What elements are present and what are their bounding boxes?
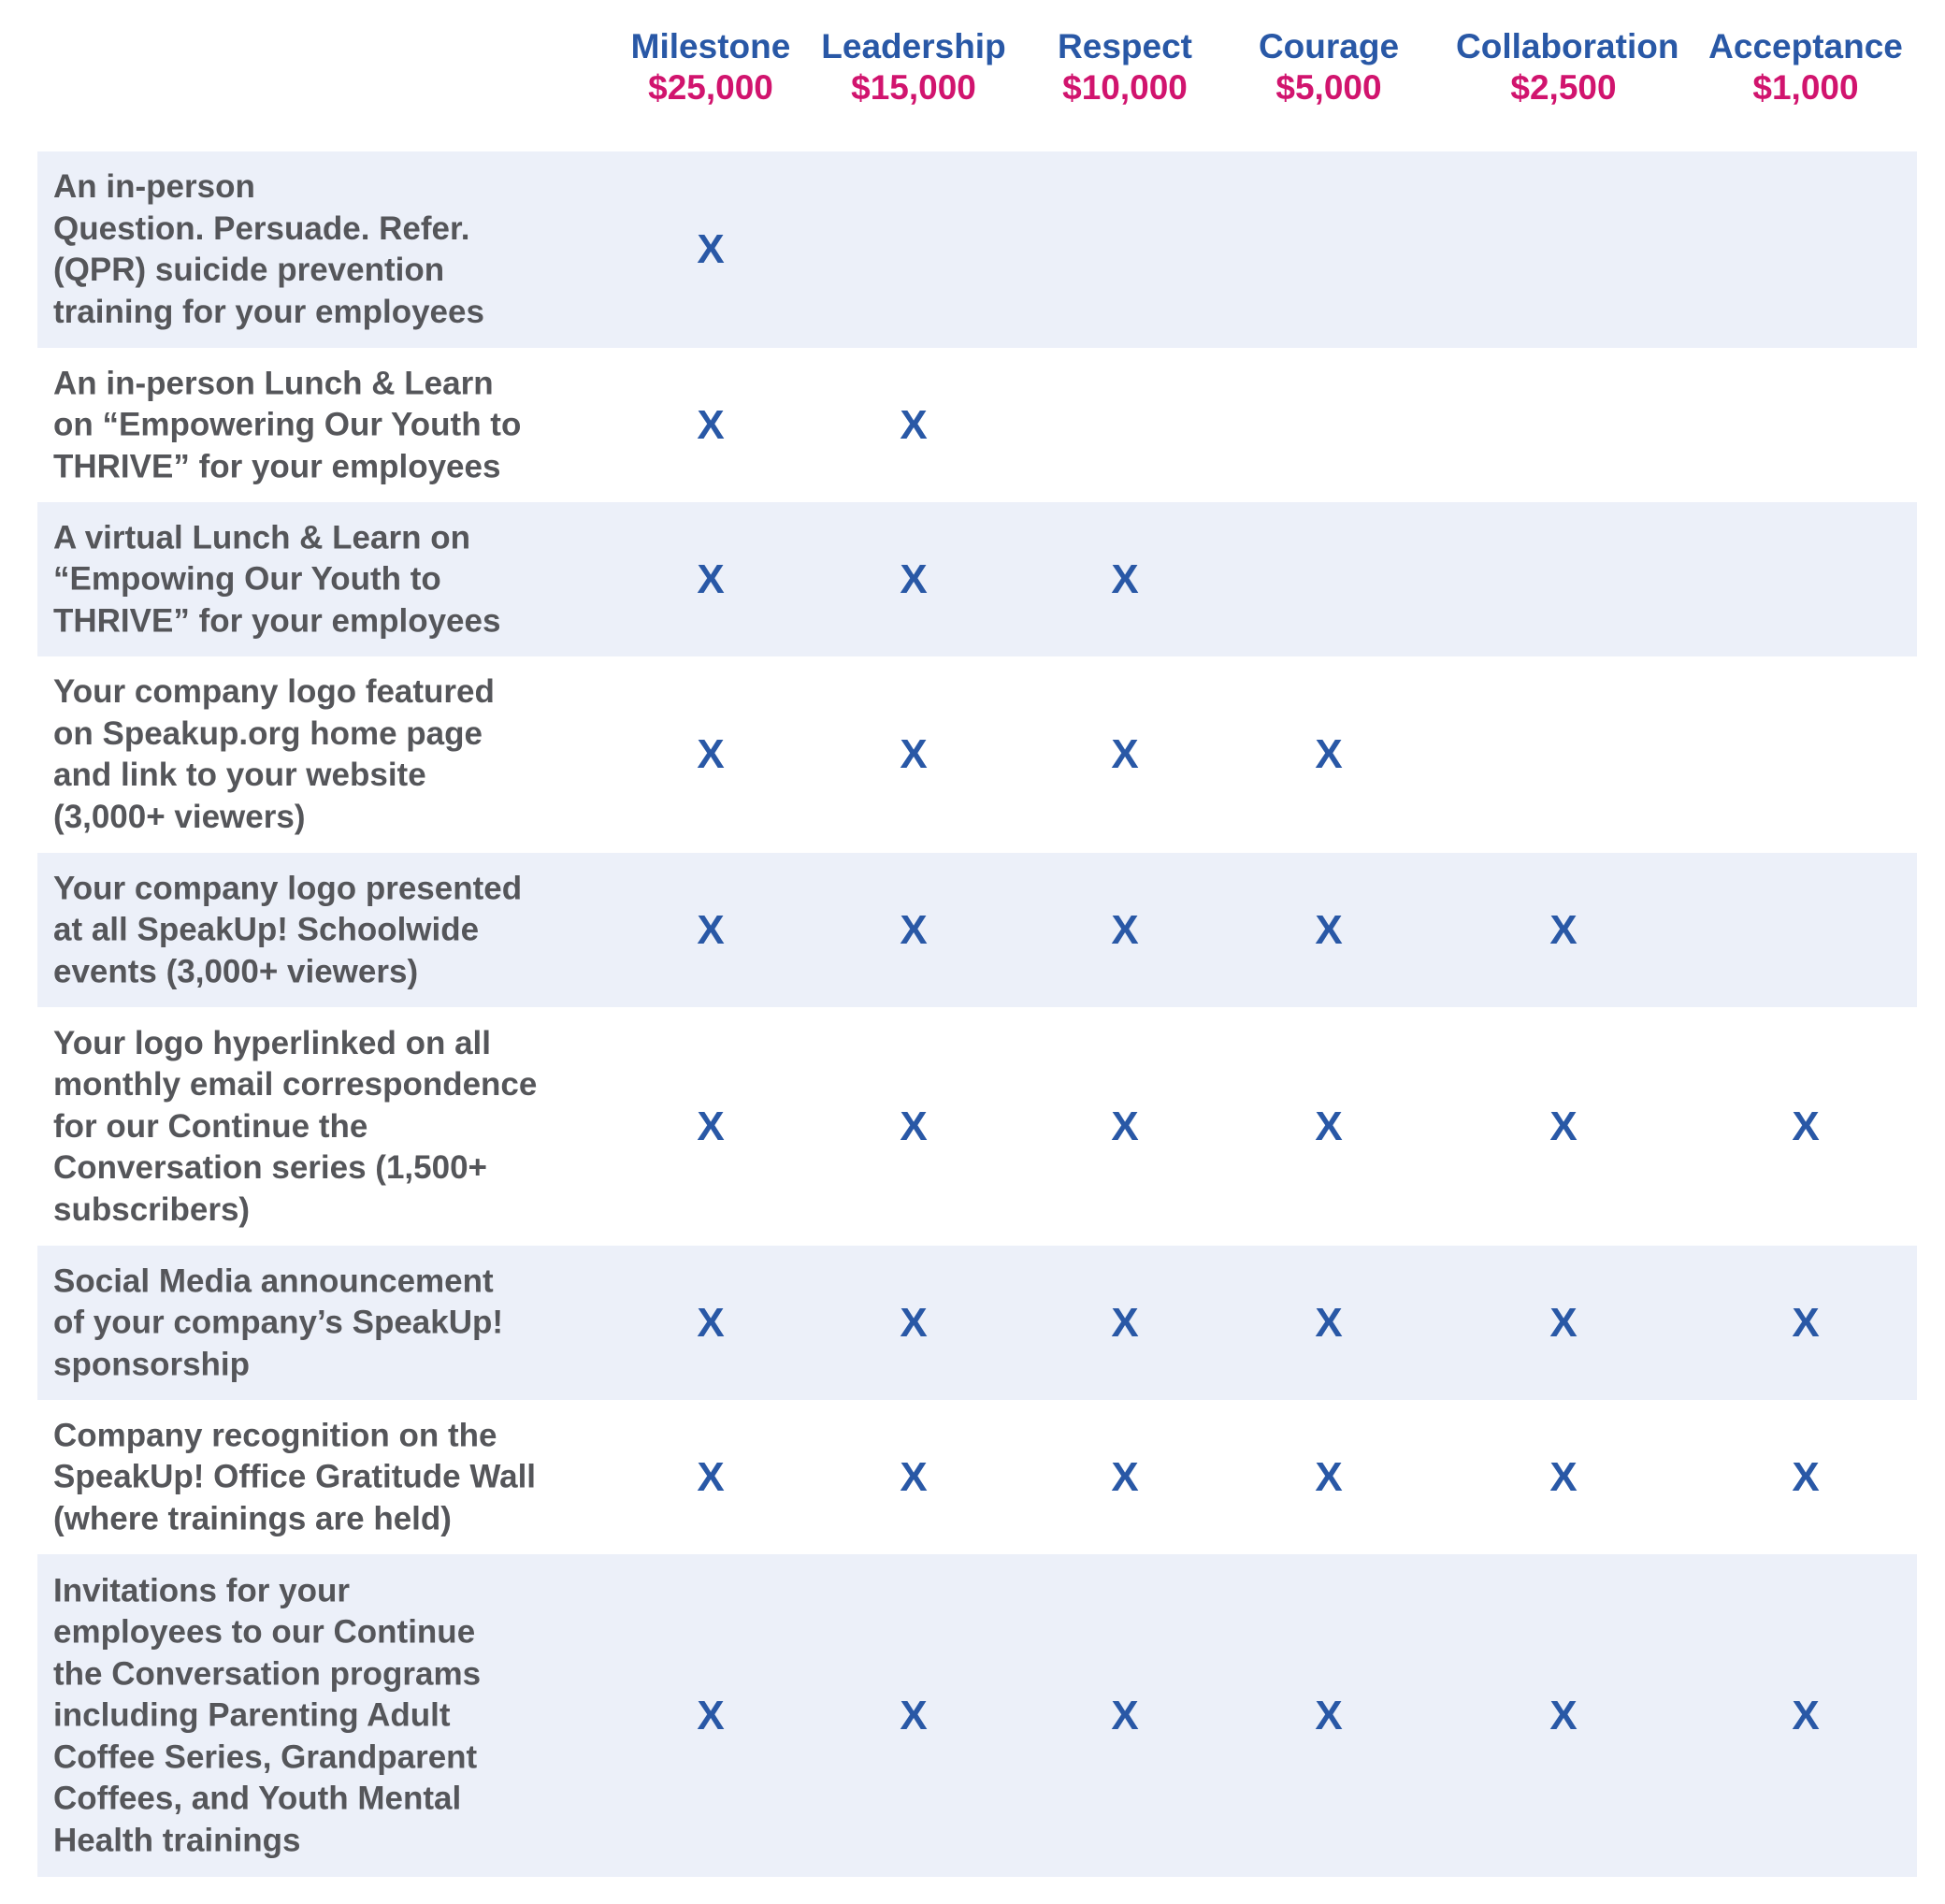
benefit-row [37, 1400, 1917, 1554]
benefit-description: Your company logo presented at all SpeakUp! Schoolwide events (3,000+ viewers) [53, 869, 523, 989]
tier-respect [1017, 26, 1232, 108]
included-mark: X [1111, 1103, 1139, 1149]
benefit-row [37, 656, 1917, 853]
benefit-row [37, 151, 1917, 348]
benefit-row [37, 1246, 1917, 1400]
benefit-description: An in-person Question. Persuade. Refer. (QPR) suicide prevention training for your employees [53, 168, 484, 330]
benefit-row [37, 348, 1917, 502]
included-mark: X [1549, 906, 1578, 953]
included-mark: X [1792, 1453, 1820, 1500]
included-mark: X [900, 731, 928, 777]
tier-price: $2,500 [1510, 68, 1617, 107]
tier-name: Acceptance [1708, 27, 1903, 65]
included-mark: X [900, 555, 928, 602]
tier-name: Respect [1058, 27, 1192, 65]
included-mark: X [1111, 1692, 1139, 1738]
included-mark: X [1549, 1692, 1578, 1738]
tier-name: Courage [1258, 27, 1400, 65]
included-mark: X [1111, 1453, 1139, 1500]
included-mark: X [697, 1692, 725, 1738]
benefit-description: Company recognition on the SpeakUp! Office Gratitude Wall (where trainings are held) [53, 1416, 537, 1536]
benefits-table [37, 151, 1917, 1877]
included-mark: X [1315, 1299, 1343, 1346]
benefit-description: A virtual Lunch & Learn on “Empowing Our Youth to THRIVE” for your employees [53, 518, 501, 639]
included-mark: X [1111, 1299, 1139, 1346]
included-mark: X [1315, 731, 1343, 777]
tier-milestone [603, 26, 818, 108]
included-mark: X [1792, 1692, 1820, 1738]
included-mark: X [1792, 1103, 1820, 1149]
included-mark: X [900, 1299, 928, 1346]
benefit-description: Your company logo featured on Speakup.org home page and link to your website (3,000+ viewers) [53, 673, 495, 835]
benefit-row [37, 1554, 1917, 1877]
included-mark: X [697, 555, 725, 602]
tier-price: $25,000 [648, 68, 773, 107]
included-mark: X [1315, 906, 1343, 953]
tier-price: $10,000 [1062, 68, 1188, 107]
included-mark: X [697, 1299, 725, 1346]
included-mark: X [900, 1692, 928, 1738]
tier-acceptance [1698, 26, 1913, 108]
included-mark: X [1549, 1299, 1578, 1346]
included-mark: X [900, 1453, 928, 1500]
included-mark: X [1315, 1103, 1343, 1149]
included-mark: X [1111, 906, 1139, 953]
included-mark: X [1549, 1103, 1578, 1149]
included-mark: X [697, 906, 725, 953]
tier-collaboration [1456, 26, 1679, 108]
included-mark: X [1111, 555, 1139, 602]
included-mark: X [1315, 1692, 1343, 1738]
included-mark: X [1792, 1299, 1820, 1346]
tier-courage [1221, 26, 1436, 108]
included-mark: X [1549, 1453, 1578, 1500]
benefit-row [37, 1007, 1917, 1246]
tier-name: Leadership [821, 27, 1006, 65]
tier-price: $1,000 [1752, 68, 1859, 107]
tier-name: Milestone [630, 27, 791, 65]
included-mark: X [697, 226, 725, 272]
included-mark: X [1111, 731, 1139, 777]
included-mark: X [697, 1103, 725, 1149]
tier-price: $5,000 [1275, 68, 1382, 107]
tier-name: Collaboration [1456, 27, 1679, 65]
included-mark: X [900, 906, 928, 953]
tier-leadership [806, 26, 1021, 108]
included-mark: X [697, 731, 725, 777]
benefit-description: Your logo hyperlinked on all monthly email correspondence for our Continue the Conversation series (1,500+ subscribers) [53, 1024, 538, 1228]
benefit-description: Invitations for your employees to our Continue the Conversation programs including Parenting Adult Coffee Series, Grandparent Coffees, and Youth Mental Health trainings [53, 1571, 482, 1858]
included-mark: X [1315, 1453, 1343, 1500]
included-mark: X [900, 1103, 928, 1149]
included-mark: X [900, 401, 928, 448]
benefit-row [37, 502, 1917, 656]
benefit-description: Social Media announcement of your company’s SpeakUp! sponsorship [53, 1262, 504, 1382]
benefit-row [37, 853, 1917, 1007]
benefit-description: An in-person Lunch & Learn on “Empowering Our Youth to THRIVE” for your employees [53, 364, 522, 484]
included-mark: X [697, 401, 725, 448]
included-mark: X [697, 1453, 725, 1500]
tier-price: $15,000 [851, 68, 976, 107]
tier-header [0, 0, 1945, 140]
